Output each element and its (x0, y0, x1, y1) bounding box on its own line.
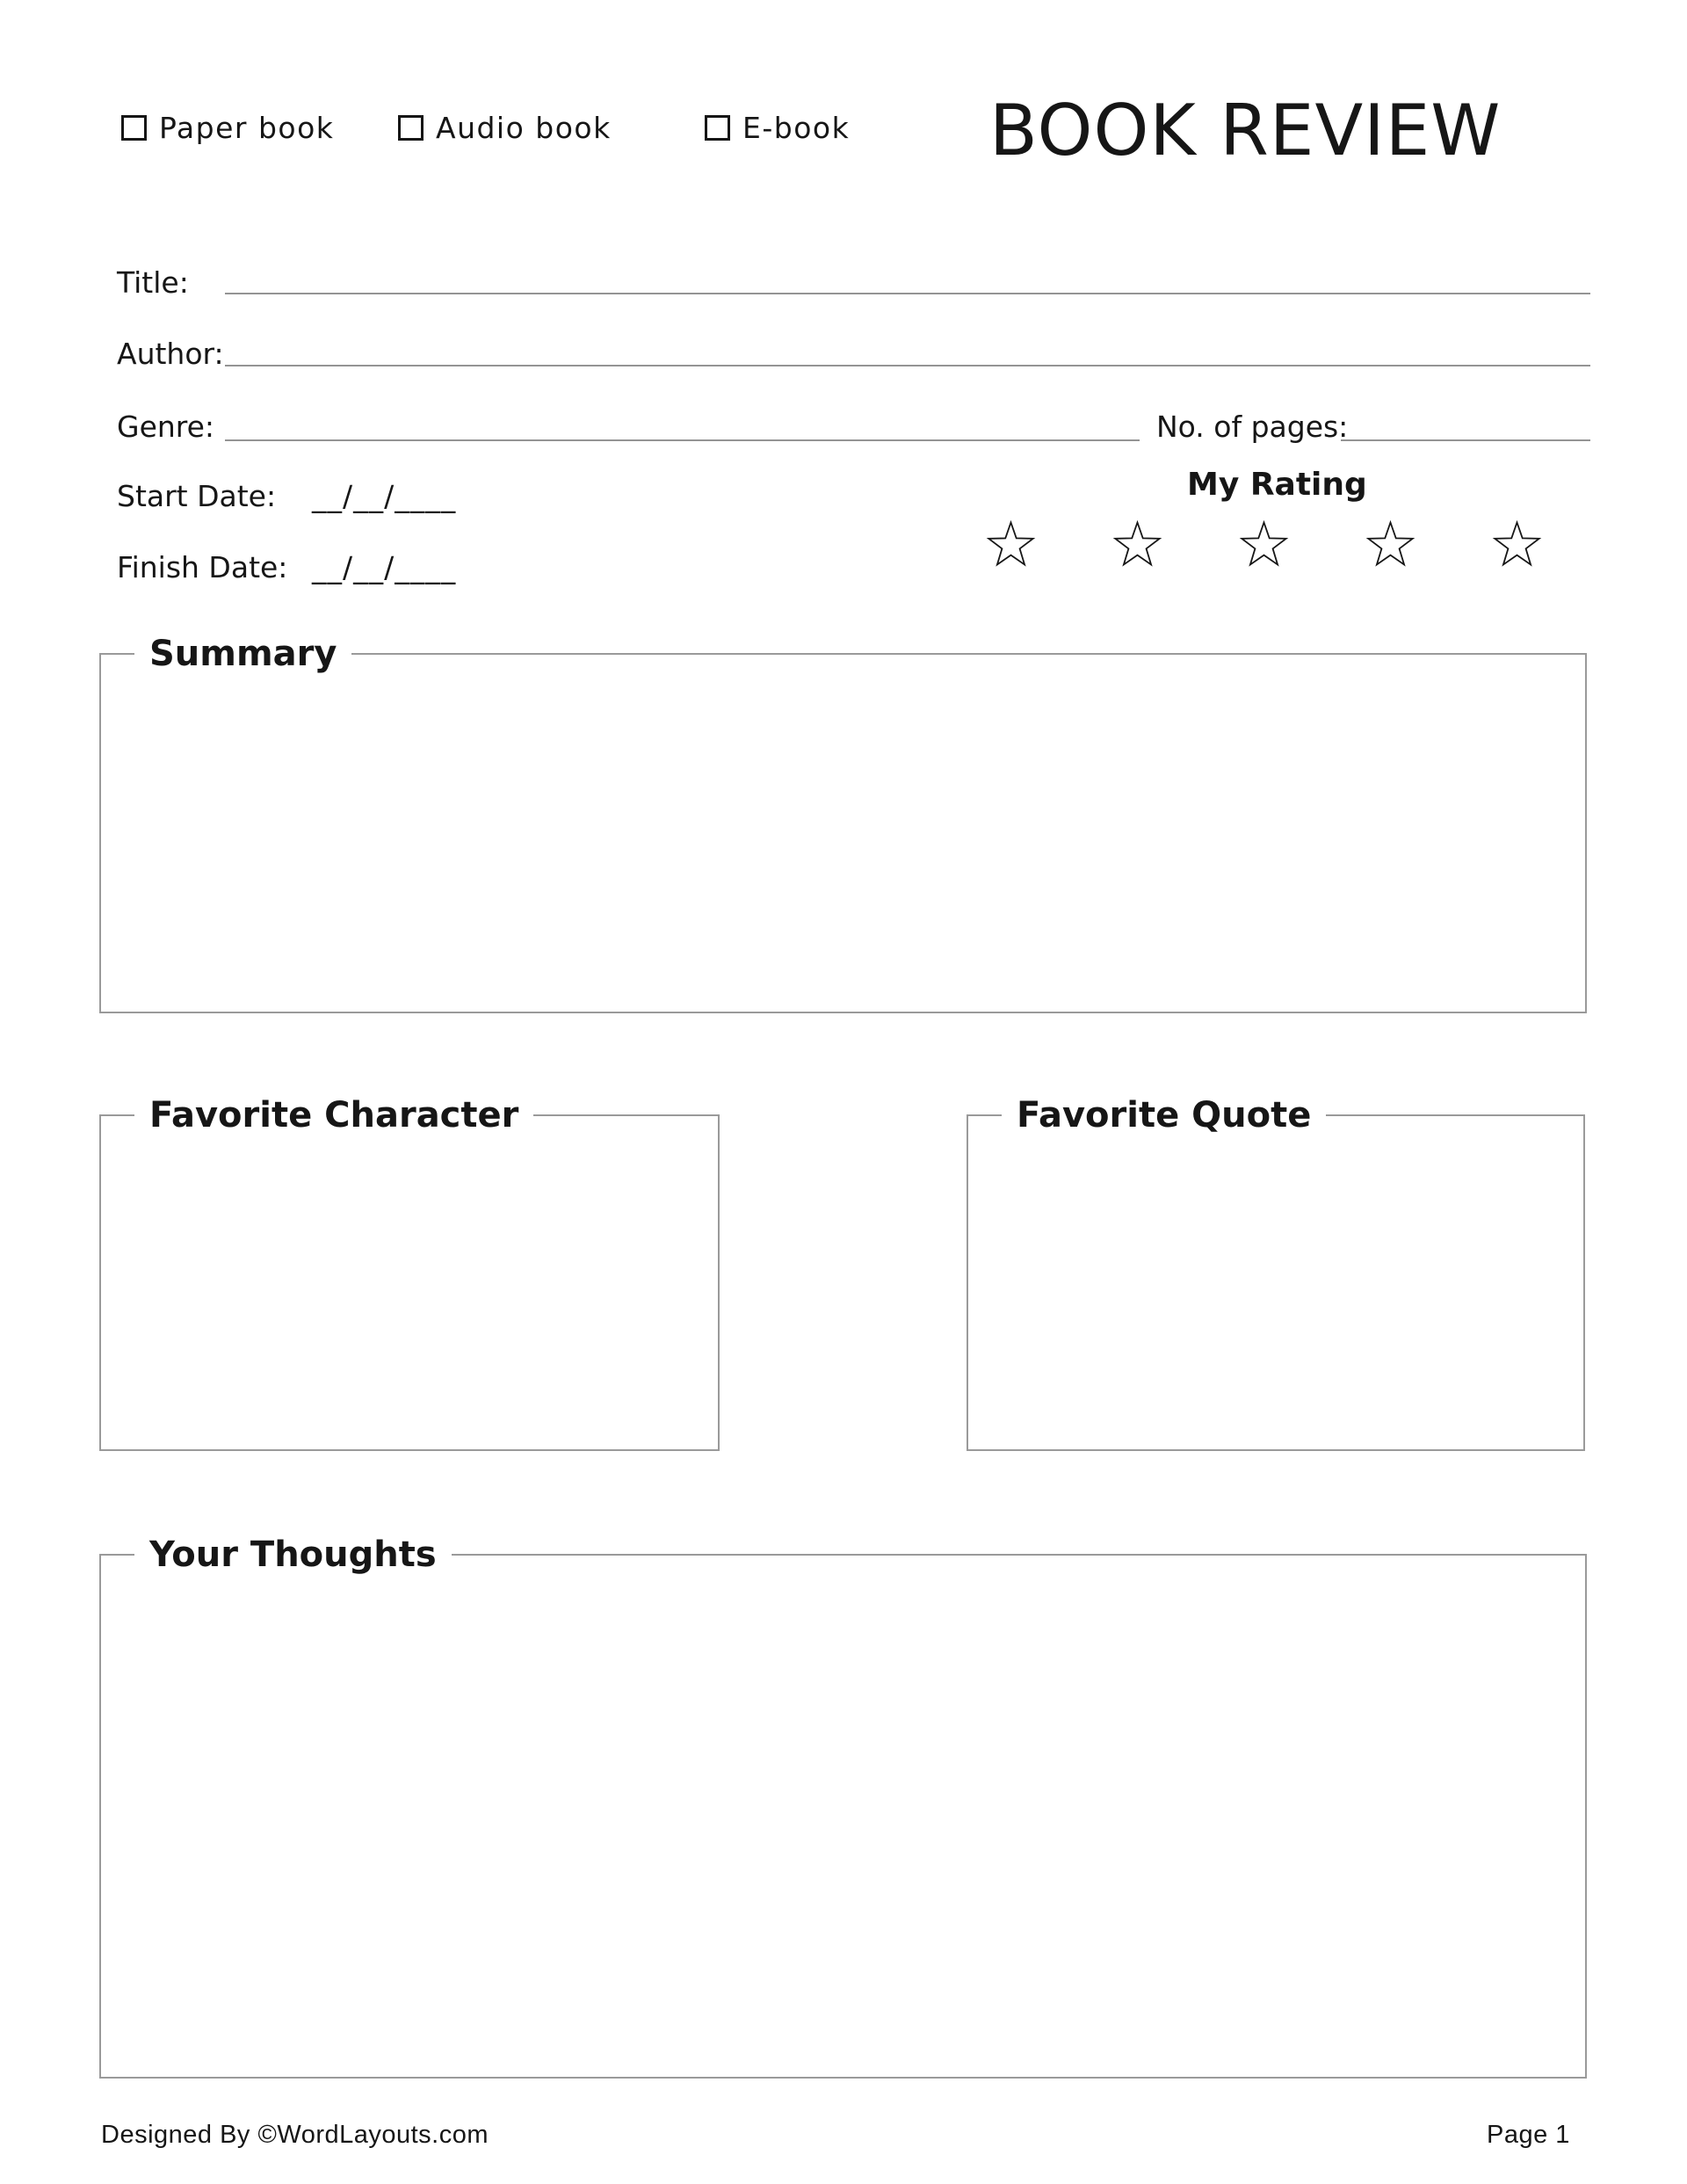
author-input-line[interactable] (225, 365, 1590, 366)
pages-field-label: No. of pages: (1156, 410, 1349, 444)
your-thoughts-input-area[interactable] (101, 1582, 1585, 2077)
genre-field-label: Genre: (117, 410, 215, 444)
favorite-character-input-area[interactable] (101, 1143, 718, 1449)
summary-box (99, 634, 1587, 1013)
checkbox-icon[interactable] (705, 115, 730, 141)
author-field-label: Author: (117, 337, 224, 371)
format-option-label: Audio book (436, 111, 612, 145)
title-input-line[interactable] (225, 293, 1590, 294)
favorite-character-box (99, 1095, 720, 1451)
page-title: BOOK REVIEW (989, 90, 1502, 171)
format-option-paper-book[interactable] (121, 111, 334, 145)
pages-input-line[interactable] (1341, 439, 1590, 441)
format-option-audio-book[interactable] (398, 111, 612, 145)
favorite-quote-input-area[interactable] (968, 1143, 1583, 1449)
your-thoughts-box-label: Your Thoughts (134, 1532, 452, 1578)
format-option-e-book[interactable] (705, 111, 850, 145)
format-option-label: E-book (742, 111, 851, 145)
finish-date-label: Finish Date: (117, 550, 288, 584)
checkbox-icon[interactable] (398, 115, 424, 141)
star-icon[interactable] (986, 520, 1036, 569)
checkbox-icon[interactable] (121, 115, 147, 141)
star-icon[interactable] (1112, 520, 1162, 569)
footer-credit: Designed By ©WordLayouts.com (101, 2121, 489, 2149)
genre-input-line[interactable] (225, 439, 1140, 441)
footer-page-number: Page 1 (1487, 2121, 1570, 2149)
title-field-label: Title: (117, 265, 189, 300)
star-icon[interactable] (1492, 520, 1542, 569)
star-icon[interactable] (1365, 520, 1415, 569)
rating-stars (986, 520, 1542, 569)
your-thoughts-box (99, 1535, 1587, 2079)
start-date-input[interactable]: __/__/____ (312, 479, 457, 513)
rating-label: My Rating (1187, 467, 1367, 503)
start-date-label: Start Date: (117, 479, 277, 513)
favorite-character-box-label: Favorite Character (134, 1092, 533, 1138)
star-icon[interactable] (1239, 520, 1289, 569)
favorite-quote-box (967, 1095, 1585, 1451)
finish-date-input[interactable]: __/__/____ (312, 550, 457, 584)
favorite-quote-box-label: Favorite Quote (1002, 1092, 1326, 1138)
summary-input-area[interactable] (101, 681, 1585, 1012)
summary-box-label: Summary (134, 631, 351, 677)
format-option-label: Paper book (159, 111, 335, 145)
